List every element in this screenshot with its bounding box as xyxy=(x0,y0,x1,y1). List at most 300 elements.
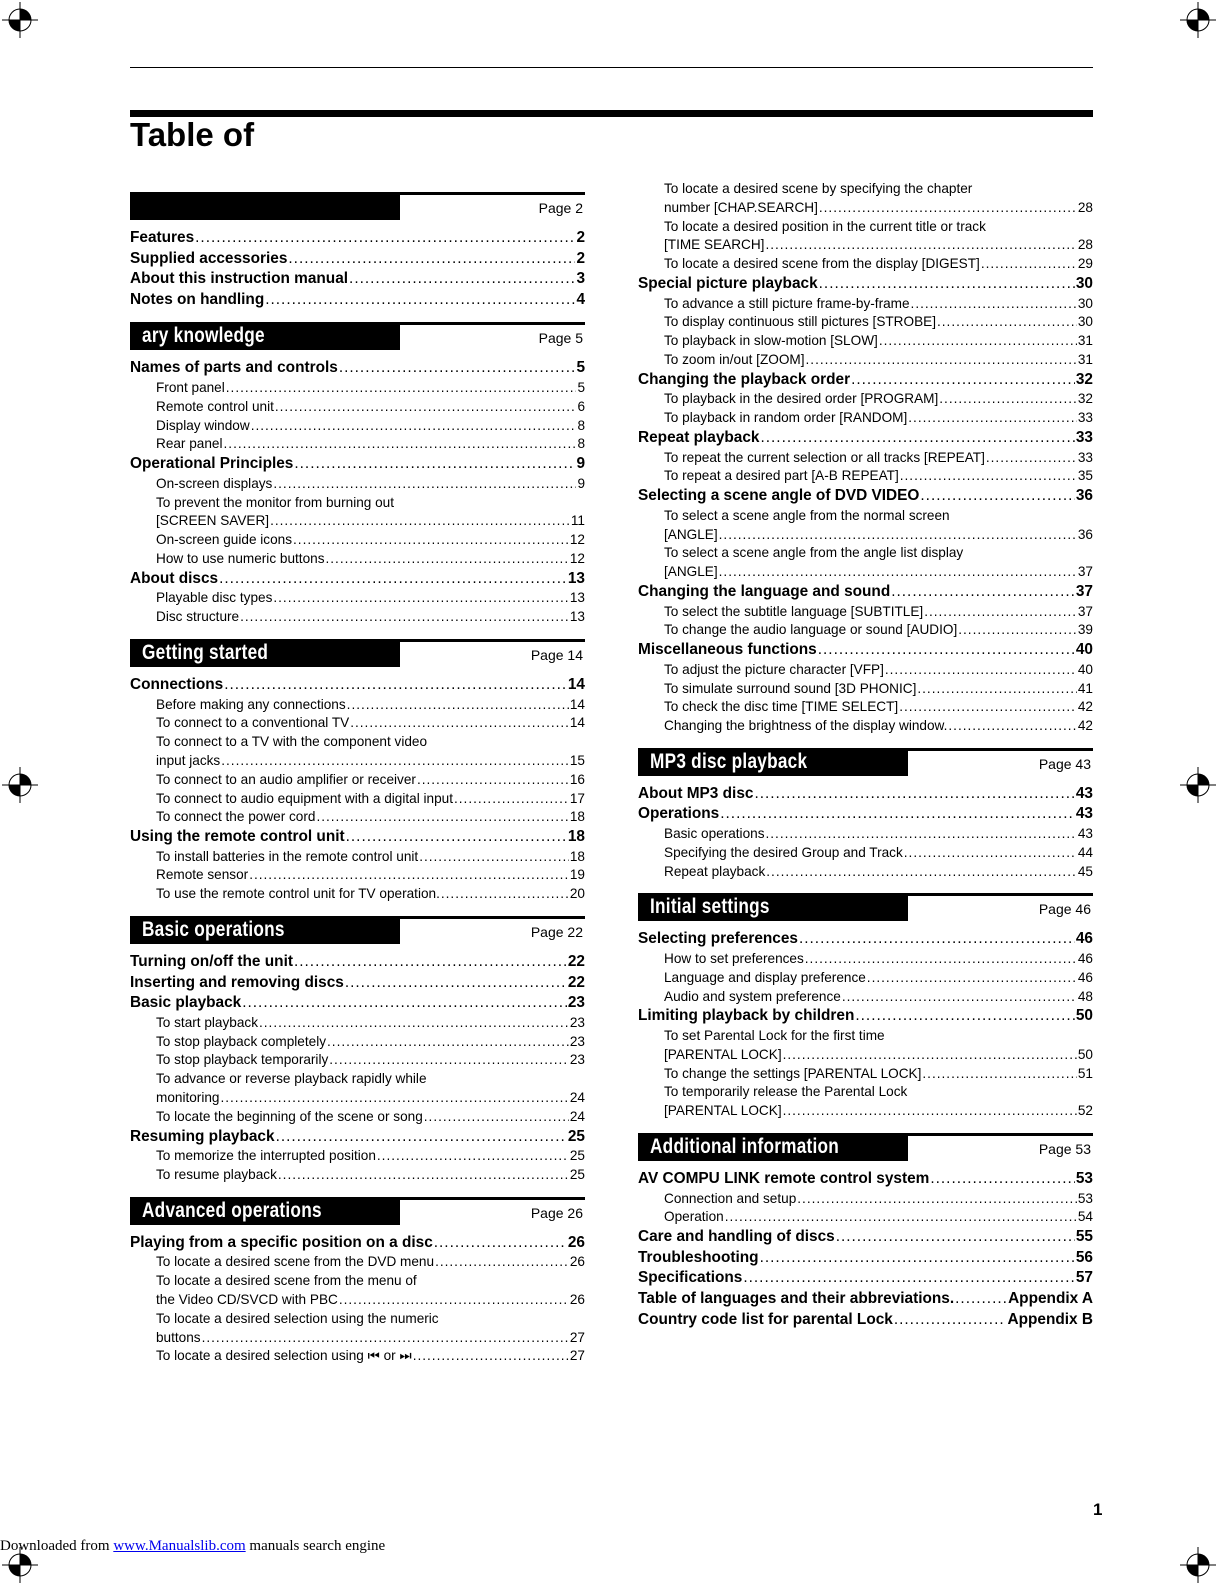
section-rule xyxy=(400,639,585,642)
section-title: Advanced operations xyxy=(142,1198,322,1222)
leader-dots xyxy=(818,640,1075,661)
toc-entry-line[interactable]: To locate a desired scene by specifying the chapter xyxy=(664,181,973,196)
toc-entry-page: 5 xyxy=(577,379,585,395)
toc-entry[interactable] xyxy=(638,1006,1093,1027)
toc-entry-label: About discs xyxy=(130,569,219,587)
toc-entry[interactable] xyxy=(638,1046,1093,1065)
leader-dots xyxy=(948,717,1076,736)
toc-entry[interactable] xyxy=(638,717,1093,736)
toc-entry[interactable] xyxy=(130,589,585,608)
section-gap xyxy=(638,1121,1093,1133)
toc-entry-label: Specifying the desired Group and Track xyxy=(664,844,903,860)
section-gap xyxy=(130,627,585,639)
toc-entry[interactable] xyxy=(638,1065,1093,1084)
leader-dots xyxy=(224,435,577,454)
toc-entry-label: Repeat playback xyxy=(664,863,766,879)
leader-dots xyxy=(273,589,569,608)
toc-entry-label: Basic playback xyxy=(130,994,242,1012)
leader-dots xyxy=(955,1289,1007,1310)
leader-dots xyxy=(920,486,1074,507)
toc-entry[interactable] xyxy=(638,929,1093,950)
leader-dots xyxy=(885,661,1077,680)
toc-entry[interactable] xyxy=(130,1233,585,1254)
leader-dots xyxy=(899,698,1077,717)
toc-entry-label: Specifications xyxy=(638,1269,743,1287)
leader-dots xyxy=(760,428,1074,449)
leader-dots xyxy=(345,973,567,994)
toc-entry[interactable] xyxy=(638,1248,1093,1269)
toc-entry[interactable] xyxy=(638,332,1093,351)
toc-entry[interactable] xyxy=(130,1347,585,1366)
toc-entry-label: Changing the language and sound xyxy=(638,582,891,600)
toc-entry-page: 24 xyxy=(569,1090,585,1106)
toc-entry[interactable] xyxy=(638,467,1093,486)
toc-entry-label: Features xyxy=(130,229,195,246)
toc-section xyxy=(130,916,585,1185)
toc-entry[interactable] xyxy=(130,1147,585,1166)
toc-entry-page: 33 xyxy=(1077,410,1093,426)
toc-entry-label: To repeat a desired part [A-B REPEAT] xyxy=(664,468,899,484)
toc-entry-page: 3 xyxy=(576,270,585,288)
toc-entry[interactable] xyxy=(638,825,1093,844)
toc-entry[interactable] xyxy=(638,1102,1093,1121)
toc-entry[interactable] xyxy=(638,390,1093,409)
toc-entry[interactable] xyxy=(638,526,1093,545)
section-rule xyxy=(400,1197,585,1200)
toc-entry[interactable] xyxy=(638,370,1093,391)
leader-dots xyxy=(783,1046,1077,1065)
toc-entry-label: Connections xyxy=(130,675,224,693)
leader-dots xyxy=(276,1127,567,1148)
toc-entry[interactable] xyxy=(130,1051,585,1070)
toc-entry[interactable] xyxy=(130,290,585,311)
toc-entry[interactable] xyxy=(130,790,585,809)
toc-entry-page: 28 xyxy=(1077,199,1093,215)
header-rule xyxy=(130,67,1093,68)
toc-entry[interactable] xyxy=(638,409,1093,428)
toc-entry-label: About MP3 disc xyxy=(638,784,754,802)
toc-section xyxy=(638,893,1093,1121)
toc-entry[interactable] xyxy=(638,274,1093,295)
leader-dots xyxy=(836,1227,1075,1248)
toc-entry-page: 27 xyxy=(569,1329,585,1345)
toc-entry-page: 36 xyxy=(1077,526,1093,542)
toc-entry-label: To select the subtitle language [SUBTITLE] xyxy=(664,603,924,619)
toc-entry[interactable] xyxy=(130,417,585,436)
leader-dots xyxy=(754,784,1074,805)
toc-entry-label: Supplied accessories xyxy=(130,249,288,267)
toc-entry[interactable] xyxy=(130,1329,585,1348)
toc-entry[interactable] xyxy=(130,1127,585,1148)
toc-entry[interactable] xyxy=(130,1166,585,1185)
leader-dots xyxy=(326,550,569,569)
toc-entry-page: 8 xyxy=(577,417,585,433)
toc-entry[interactable] xyxy=(638,1227,1093,1248)
toc-entry-line[interactable]: To locate a desired selection using the numeric xyxy=(156,1310,439,1326)
toc-entry-page: 13 xyxy=(569,590,585,606)
toc-entry-line[interactable]: To prevent the monitor from burning out xyxy=(156,494,395,510)
toc-entry-label: To locate a desired selection using ⏮ or ⏭ xyxy=(156,1348,412,1364)
toc-entry[interactable] xyxy=(130,808,585,827)
toc-entry[interactable] xyxy=(130,675,585,696)
leader-dots xyxy=(917,680,1077,699)
section-title: MP3 disc playback xyxy=(650,749,808,773)
toc-entry-page: 28 xyxy=(1077,237,1093,253)
leader-dots xyxy=(842,988,1077,1007)
toc-entry-label: To connect to audio equipment with a digital input xyxy=(156,790,453,806)
toc-entry-page: 42 xyxy=(1077,718,1093,734)
section-rule xyxy=(400,192,585,195)
toc-entry-label: the Video CD/SVCD with PBC xyxy=(156,1292,338,1308)
toc-entry[interactable] xyxy=(130,885,585,904)
toc-entry[interactable] xyxy=(638,804,1093,825)
manualslib-link[interactable]: www.Manualslib.com xyxy=(113,1538,246,1554)
toc-entry[interactable] xyxy=(638,640,1093,661)
section-page-ref: Page 2 xyxy=(538,200,583,216)
toc-entry-page: 13 xyxy=(567,569,585,587)
toc-entry-page: 16 xyxy=(569,771,585,787)
leader-dots xyxy=(719,563,1077,582)
toc-entry-page: 40 xyxy=(1077,661,1093,677)
toc-entry[interactable] xyxy=(638,1289,1093,1310)
leader-dots xyxy=(327,1033,569,1052)
toc-entry-label: Operations xyxy=(638,805,720,823)
toc-entry[interactable] xyxy=(130,973,585,994)
toc-entry-line[interactable]: To locate a desired scene from the menu of xyxy=(156,1273,417,1289)
leader-dots xyxy=(220,1089,568,1108)
leader-dots xyxy=(339,358,576,379)
toc-entry-page: 43 xyxy=(1077,826,1093,842)
toc-entry[interactable] xyxy=(638,621,1093,640)
leader-dots xyxy=(278,1166,569,1185)
toc-entry[interactable] xyxy=(130,358,585,379)
toc-entry[interactable] xyxy=(638,698,1093,717)
toc-entry[interactable] xyxy=(638,1268,1093,1289)
toc-entry-label: Selecting a scene angle of DVD VIDEO xyxy=(638,487,920,505)
leader-dots xyxy=(270,512,570,531)
toc-entry-page: 23 xyxy=(569,1014,585,1030)
section-title: Getting started xyxy=(142,640,269,664)
toc-entry[interactable] xyxy=(638,313,1093,332)
toc-entry-page: 30 xyxy=(1077,295,1093,311)
section-title: ary knowledge xyxy=(142,324,265,348)
toc-entry[interactable] xyxy=(130,228,585,249)
section-gap xyxy=(130,310,585,322)
leader-dots xyxy=(275,398,577,417)
toc-entry[interactable] xyxy=(638,844,1093,863)
leader-dots xyxy=(981,255,1077,274)
toc-entry-line[interactable]: To set Parental Lock for the first time xyxy=(664,1028,885,1044)
toc-entry-page: 11 xyxy=(570,513,585,529)
toc-entry-label: Disc structure xyxy=(156,609,240,625)
toc-entry[interactable] xyxy=(130,771,585,790)
toc-entry[interactable] xyxy=(130,827,585,848)
toc-entry-label: To locate a desired scene from the DVD menu xyxy=(156,1254,435,1270)
leader-dots xyxy=(265,290,575,311)
toc-entry-line[interactable]: To advance or reverse playback rapidly while xyxy=(156,1071,427,1087)
toc-entry-label: On-screen displays xyxy=(156,475,273,491)
toc-entry[interactable] xyxy=(638,563,1093,582)
toc-section xyxy=(130,322,585,627)
toc-entry-page: 12 xyxy=(569,550,585,566)
leader-dots xyxy=(413,1347,569,1366)
toc-entry[interactable] xyxy=(130,714,585,733)
leader-dots xyxy=(219,569,567,590)
toc-entry-label: To adjust the picture character [VFP] xyxy=(664,661,884,677)
toc-entry-label: number [CHAP.SEARCH] xyxy=(664,199,818,215)
section-rule xyxy=(908,893,1093,896)
toc-entry-page: 14 xyxy=(569,715,585,731)
leader-dots xyxy=(224,675,567,696)
toc-entry-label: [ANGLE] xyxy=(664,564,718,580)
toc-entry[interactable] xyxy=(638,582,1093,603)
toc-entry[interactable] xyxy=(130,993,585,1014)
toc-entry-label: To zoom in/out [ZOOM] xyxy=(664,351,805,367)
toc-entry-page: 4 xyxy=(576,290,585,308)
toc-entry-label: To install batteries in the remote control unit xyxy=(156,848,419,864)
toc-entry-label: [ANGLE] xyxy=(664,526,718,542)
toc-entry-page: 25 xyxy=(569,1148,585,1164)
toc-entry-page: 25 xyxy=(569,1167,585,1183)
leader-dots xyxy=(930,1169,1075,1190)
toc-entry[interactable] xyxy=(638,784,1093,805)
toc-entry-label: Playing from a specific position on a disc xyxy=(130,1233,433,1251)
leader-dots xyxy=(441,885,569,904)
section-title: Basic operations xyxy=(142,918,285,942)
toc-entry[interactable] xyxy=(130,752,585,771)
toc-entry[interactable] xyxy=(130,1108,585,1127)
toc-entry[interactable] xyxy=(638,661,1093,680)
toc-entry-label: Rear panel xyxy=(156,436,223,452)
leader-dots xyxy=(939,390,1077,409)
leader-dots xyxy=(273,475,576,494)
toc-entry-label: Operational Principles xyxy=(130,455,294,473)
section-gap xyxy=(638,736,1093,748)
leader-dots xyxy=(329,1051,569,1070)
toc-entry[interactable] xyxy=(130,1089,585,1108)
leader-dots xyxy=(339,1291,569,1310)
toc-entry-page: 56 xyxy=(1075,1248,1093,1266)
toc-entry-page: 55 xyxy=(1075,1228,1093,1246)
toc-entry-page: 36 xyxy=(1075,487,1093,505)
leader-dots xyxy=(855,1006,1075,1027)
toc-entry-line[interactable]: To select a scene angle from the normal screen xyxy=(664,507,950,523)
toc-entry[interactable] xyxy=(130,269,585,290)
toc-entry[interactable] xyxy=(638,236,1093,255)
leader-dots xyxy=(922,1065,1076,1084)
toc-entry[interactable] xyxy=(130,608,585,627)
section-gap xyxy=(130,904,585,916)
toc-entry[interactable] xyxy=(638,351,1093,370)
toc-entry-label: monitoring xyxy=(156,1090,220,1106)
section-header-bar xyxy=(130,192,400,220)
toc-entry-page: 37 xyxy=(1075,582,1093,600)
toc-entry-page: 32 xyxy=(1077,391,1093,407)
leader-dots xyxy=(760,1248,1075,1269)
toc-entry-page: 23 xyxy=(567,994,585,1012)
leader-dots xyxy=(251,417,577,436)
page-title: Table of xyxy=(130,116,255,153)
toc-section xyxy=(130,639,585,904)
leader-dots xyxy=(350,714,569,733)
toc-entry[interactable] xyxy=(130,569,585,590)
toc-entry[interactable] xyxy=(130,249,585,270)
toc-entry-page: 37 xyxy=(1077,603,1093,619)
toc-entry-label: Turning on/off the unit xyxy=(130,953,293,971)
leader-dots xyxy=(720,804,1075,825)
toc-entry-page: 33 xyxy=(1077,449,1093,465)
toc-entry-label: Front panel xyxy=(156,379,225,395)
toc-entry[interactable] xyxy=(130,952,585,973)
toc-entry[interactable] xyxy=(130,1253,585,1272)
toc-entry[interactable] xyxy=(130,696,585,715)
toc-entry[interactable] xyxy=(130,550,585,569)
toc-entry[interactable] xyxy=(638,1169,1093,1190)
toc-entry[interactable] xyxy=(638,428,1093,449)
toc-entry-label: Repeat playback xyxy=(638,428,760,446)
download-footer xyxy=(0,1538,385,1555)
registration-mark-icon xyxy=(0,765,40,805)
toc-entry-label: Remote sensor xyxy=(156,867,249,883)
toc-entry-label: Changing the brightness of the display window. xyxy=(664,718,948,734)
toc-entry-page: 40 xyxy=(1075,641,1093,659)
toc-entry[interactable] xyxy=(638,680,1093,699)
toc-entry-page: 6 xyxy=(577,398,585,414)
leader-dots xyxy=(202,1329,569,1348)
leader-dots xyxy=(288,249,575,270)
toc-entry[interactable] xyxy=(638,988,1093,1007)
toc-entry-line[interactable]: To connect to a TV with the component video xyxy=(156,734,428,750)
toc-entry[interactable] xyxy=(130,435,585,454)
leader-dots xyxy=(377,1147,569,1166)
toc-entry-label: Audio and system preference xyxy=(664,988,841,1004)
registration-mark-icon xyxy=(1178,0,1218,40)
toc-entry[interactable] xyxy=(130,379,585,398)
leader-dots xyxy=(259,1014,569,1033)
toc-entry[interactable] xyxy=(130,454,585,475)
section-title: Additional information xyxy=(650,1135,840,1159)
toc-entry-label: To advance a still picture frame-by-frame xyxy=(664,295,910,311)
toc-left-column xyxy=(130,192,585,1366)
toc-entry[interactable] xyxy=(130,475,585,494)
toc-entry[interactable] xyxy=(130,848,585,867)
toc-entry-label: Resuming playback xyxy=(130,1127,275,1145)
footer-prefix: Downloaded from xyxy=(0,1538,114,1554)
toc-entry-label: Using the remote control unit xyxy=(130,828,345,846)
toc-entry-page: 2 xyxy=(576,229,585,246)
leader-dots xyxy=(805,950,1077,969)
toc-entry-page: 18 xyxy=(567,828,585,846)
toc-entry[interactable] xyxy=(130,866,585,885)
toc-entry-page: 5 xyxy=(576,359,585,377)
toc-entry-label: To locate a desired scene from the display [DIGEST] xyxy=(664,256,980,272)
footer-suffix: manuals search engine xyxy=(245,1538,386,1554)
toc-entry[interactable] xyxy=(638,969,1093,988)
section-header xyxy=(130,639,585,669)
toc-entry-page: 50 xyxy=(1077,1046,1093,1062)
toc-entry-page: 50 xyxy=(1075,1007,1093,1025)
toc-right-column xyxy=(638,180,1093,1330)
toc-entry[interactable] xyxy=(638,486,1093,507)
toc-entry-page: 18 xyxy=(569,848,585,864)
page-number: 1 xyxy=(1093,1500,1103,1519)
toc-entry-label: To playback in random order [RANDOM] xyxy=(664,410,908,426)
toc-entry-label: To memorize the interrupted position xyxy=(156,1148,376,1164)
toc-entry[interactable] xyxy=(130,1033,585,1052)
toc-entry-page: 24 xyxy=(569,1108,585,1124)
toc-entry[interactable] xyxy=(638,255,1093,274)
toc-entry[interactable] xyxy=(130,1291,585,1310)
toc-entry-page: 9 xyxy=(577,475,585,491)
toc-entry-page: 46 xyxy=(1077,951,1093,967)
toc-entry-page: 13 xyxy=(569,609,585,625)
toc-entry-label: To playback in slow-motion [SLOW] xyxy=(664,333,878,349)
toc-entry[interactable] xyxy=(638,950,1093,969)
toc-entry-label: AV COMPU LINK remote control system xyxy=(638,1170,930,1188)
toc-entry-label: To repeat the current selection or all tracks [REPEAT] xyxy=(664,449,985,465)
leader-dots xyxy=(986,449,1077,468)
toc-entry[interactable] xyxy=(638,863,1093,882)
toc-entry-label: About this instruction manual xyxy=(130,270,349,288)
toc-entry-label: To start playback xyxy=(156,1014,258,1030)
leader-dots xyxy=(783,1102,1077,1121)
toc-entry[interactable] xyxy=(130,531,585,550)
toc-entry-line[interactable]: To locate a desired position in the current title or track xyxy=(664,218,986,234)
leader-dots xyxy=(797,1190,1077,1209)
toc-entry[interactable] xyxy=(130,398,585,417)
toc-entry-page: 54 xyxy=(1077,1209,1093,1225)
toc-section xyxy=(130,192,585,310)
toc-entry-line[interactable]: To select a scene angle from the angle list display xyxy=(664,545,964,561)
leader-dots xyxy=(819,199,1077,218)
toc-entry-label: To locate the beginning of the scene or song xyxy=(156,1108,423,1124)
toc-entry[interactable] xyxy=(638,1310,1093,1331)
leader-dots xyxy=(867,969,1077,988)
toc-entry-page: 43 xyxy=(1075,805,1093,823)
section-header xyxy=(638,893,1093,923)
toc-entry[interactable] xyxy=(130,1014,585,1033)
section-header xyxy=(130,916,585,946)
section-gap xyxy=(130,1185,585,1197)
toc-entry[interactable] xyxy=(638,1208,1093,1227)
toc-entry-page: 29 xyxy=(1077,256,1093,272)
toc-entry-page: 31 xyxy=(1077,351,1093,367)
toc-entry-label: Inserting and removing discs xyxy=(130,973,344,991)
toc-entry-line[interactable]: To temporarily release the Parental Lock xyxy=(664,1084,908,1100)
registration-mark-icon xyxy=(0,0,40,40)
toc-entry[interactable] xyxy=(638,1190,1093,1209)
section-title: Initial settings xyxy=(650,895,770,919)
toc-entry[interactable] xyxy=(638,603,1093,622)
toc-section xyxy=(130,1197,585,1366)
toc-entry-page: 22 xyxy=(567,953,585,971)
registration-mark-icon xyxy=(1178,765,1218,805)
leader-dots xyxy=(891,582,1075,603)
toc-entry-page: 51 xyxy=(1077,1065,1093,1081)
toc-entry-page: 30 xyxy=(1075,274,1093,292)
toc-entry[interactable] xyxy=(638,199,1093,218)
leader-dots xyxy=(908,409,1077,428)
toc-entry[interactable] xyxy=(638,449,1093,468)
toc-entry-label: To stop playback completely xyxy=(156,1033,327,1049)
toc-entry-label: To playback in the desired order [PROGRAM] xyxy=(664,391,939,407)
leader-dots xyxy=(904,844,1077,863)
toc-entry[interactable] xyxy=(638,295,1093,314)
toc-entry-page: 31 xyxy=(1077,333,1093,349)
toc-entry[interactable] xyxy=(130,512,585,531)
toc-entry-label: [SCREEN SAVER] xyxy=(156,513,270,529)
section-rule xyxy=(908,1133,1093,1136)
